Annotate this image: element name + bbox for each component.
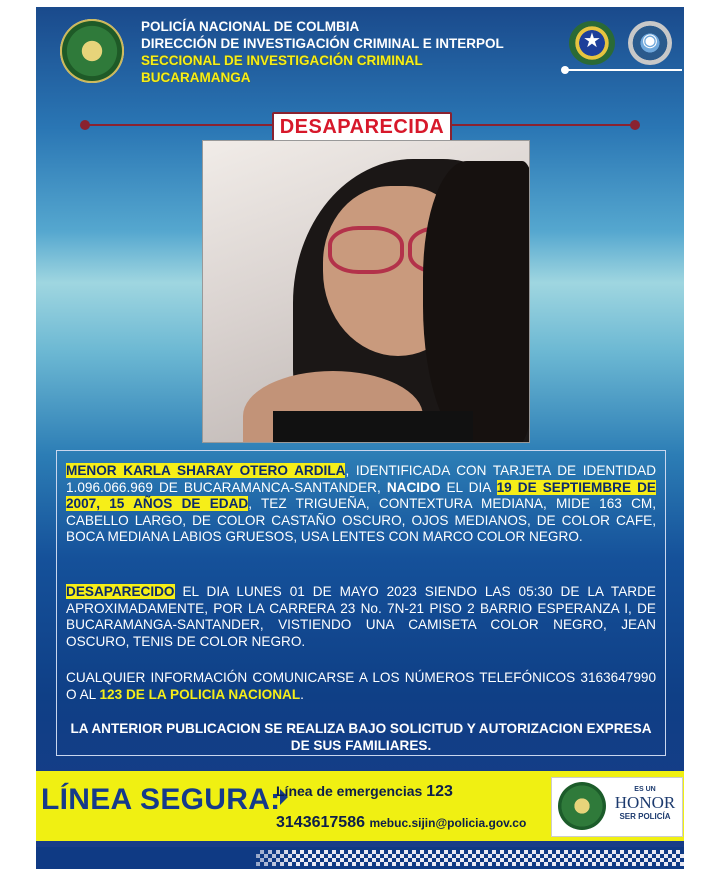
checkered-footer-stripe xyxy=(36,847,684,869)
description-box xyxy=(56,450,666,756)
emergency-number: 123 xyxy=(426,783,453,800)
missing-person-poster xyxy=(36,7,684,869)
email-address: mebuc.sijin@policia.gov.co xyxy=(369,816,527,830)
honor-badge xyxy=(551,777,683,837)
header-line-1: POLICÍA NACIONAL DE COLMBIA xyxy=(141,19,360,34)
dijin-star-logo xyxy=(569,21,615,65)
phone-number: 3143617586 xyxy=(276,814,365,831)
linea-segura-bar xyxy=(36,771,684,841)
header-line-4: BUCARAMANGA xyxy=(141,70,251,85)
person-name-highlight: MENOR KARLA SHARAY OTERO ARDILA xyxy=(66,463,346,478)
linea-segura-label: LÍNEA SEGURA: xyxy=(41,783,281,816)
emergency-line: Línea de emergencias 123 xyxy=(276,783,453,800)
header-line-3: SECCIONAL DE INVESTIGACIÓN CRIMINAL xyxy=(141,53,423,68)
header-text xyxy=(141,18,561,86)
description-paragraph-disappearance: DESAPARECIDO EL DIA LUNES 01 DE MAYO 2023 SIENDO LAS 05:30 DE LA TARDE APROXIMADAMENTE, POR LA CARRERA 23 No. 7N-21 PISO 2 BARRIO ESPERANZA I, DE BUCARAMANGA-SANTANDER, VISTIENDO UNA CAMISETA COLOR NEGRO, JEAN OSCURO, TENIS DE COLOR NEGRO. xyxy=(66,584,656,649)
birthdate-highlight: 19 DE SEPTIEMBRE DE 2007, 15 AÑOS DE EDAD xyxy=(66,479,656,511)
description-paragraph-contact: CUALQUIER INFORMACIÓN COMUNICARSE A LOS NÚMEROS TELEFÓNICOS 3163647990 O AL 123 DE LA POLICIA NACIONAL. xyxy=(66,670,656,702)
honor-slogan: ES UN HONOR SER POLICÍA xyxy=(614,786,676,821)
missing-person-photo xyxy=(202,140,530,443)
header-line-2: DIRECCIÓN DE INVESTIGACIÓN CRIMINAL E INTERPOL xyxy=(141,36,504,51)
interpol-logo xyxy=(628,21,672,65)
star-icon: ★ xyxy=(583,30,601,52)
header-divider xyxy=(564,69,682,71)
authorization-note: LA ANTERIOR PUBLICACION SE REALIZA BAJO SOLICITUD Y AUTORIZACION EXPRESA DE SUS FAMILIARES. xyxy=(70,721,652,753)
police-seal-icon xyxy=(558,782,606,830)
desaparecido-highlight: DESAPARECIDO xyxy=(66,584,175,599)
poster-title: DESAPARECIDA xyxy=(272,112,452,142)
description-paragraph-identity: MENOR KARLA SHARAY OTERO ARDILA, IDENTIFICADA CON TARJETA DE IDENTIDAD 1.096.066.969 DE BUCARAMANCA-SANTANDER, NACIDO EL DIA 19 DE SEPTIEMBRE DE 2007, 15 AÑOS DE EDAD, TEZ TRIGUEÑA, CONTEXTURA MEDIANA, MIDE 163 CM, CABELLO LARGO, DE COLOR CASTAÑO OSCURO, OJOS MEDIANOS, DE COLOR CAFE, BOCA MEDIANA LABIOS GRUESOS, USA LENTES CON MARCO COLOR NEGRO. xyxy=(66,463,657,544)
contact-line xyxy=(276,814,526,832)
police-number-highlight: 123 DE LA POLICIA NACIONAL xyxy=(99,686,301,702)
globe-icon: ◉ xyxy=(642,30,658,50)
policia-nacional-shield-logo xyxy=(60,19,124,83)
